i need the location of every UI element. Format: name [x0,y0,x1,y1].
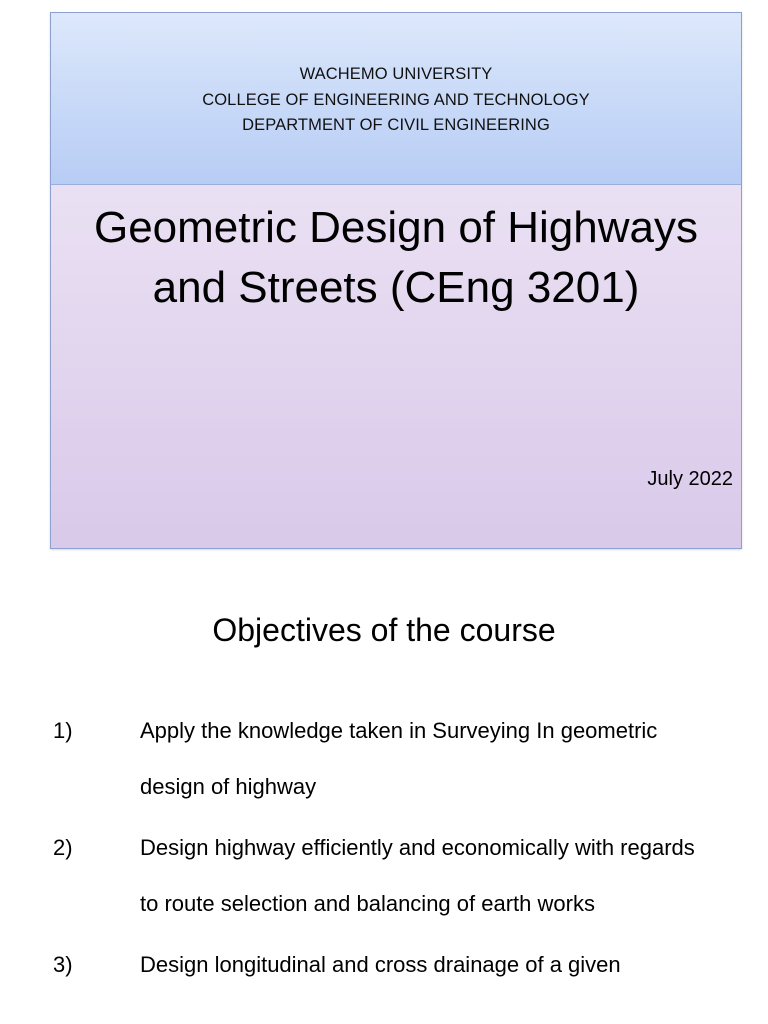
objective-text: Design longitudinal and cross drainage of a given [140,952,621,977]
objective-text: Apply the knowledge taken in Surveying In geometric design of highway [140,718,658,799]
slide-date: July 2022 [647,468,733,490]
slide-header [51,13,741,185]
college-name: COLLEGE OF ENGINEERING AND TECHNOLOGY [202,90,590,109]
course-title-line-2: and Streets (CEng 3201) [152,263,640,312]
objective-item-3 [0,937,768,993]
objective-item-2 [0,820,768,931]
objectives-list [0,703,768,993]
course-title [51,198,741,318]
title-slide [50,12,742,549]
objective-text: Design highway efficiently and economically with regards to route selection and balancing of earth works [140,835,695,916]
objective-number: 2) [53,835,73,860]
course-title-line-1: Geometric Design of Highways [93,203,698,252]
objective-number: 1) [53,718,73,743]
objectives-heading: Objectives of the course [212,612,556,648]
university-name: WACHEMO UNIVERSITY [299,65,493,84]
objective-number: 3) [53,952,73,977]
department-name: DEPARTMENT OF CIVIL ENGINEERING [242,116,550,135]
objective-item-1 [0,703,768,814]
